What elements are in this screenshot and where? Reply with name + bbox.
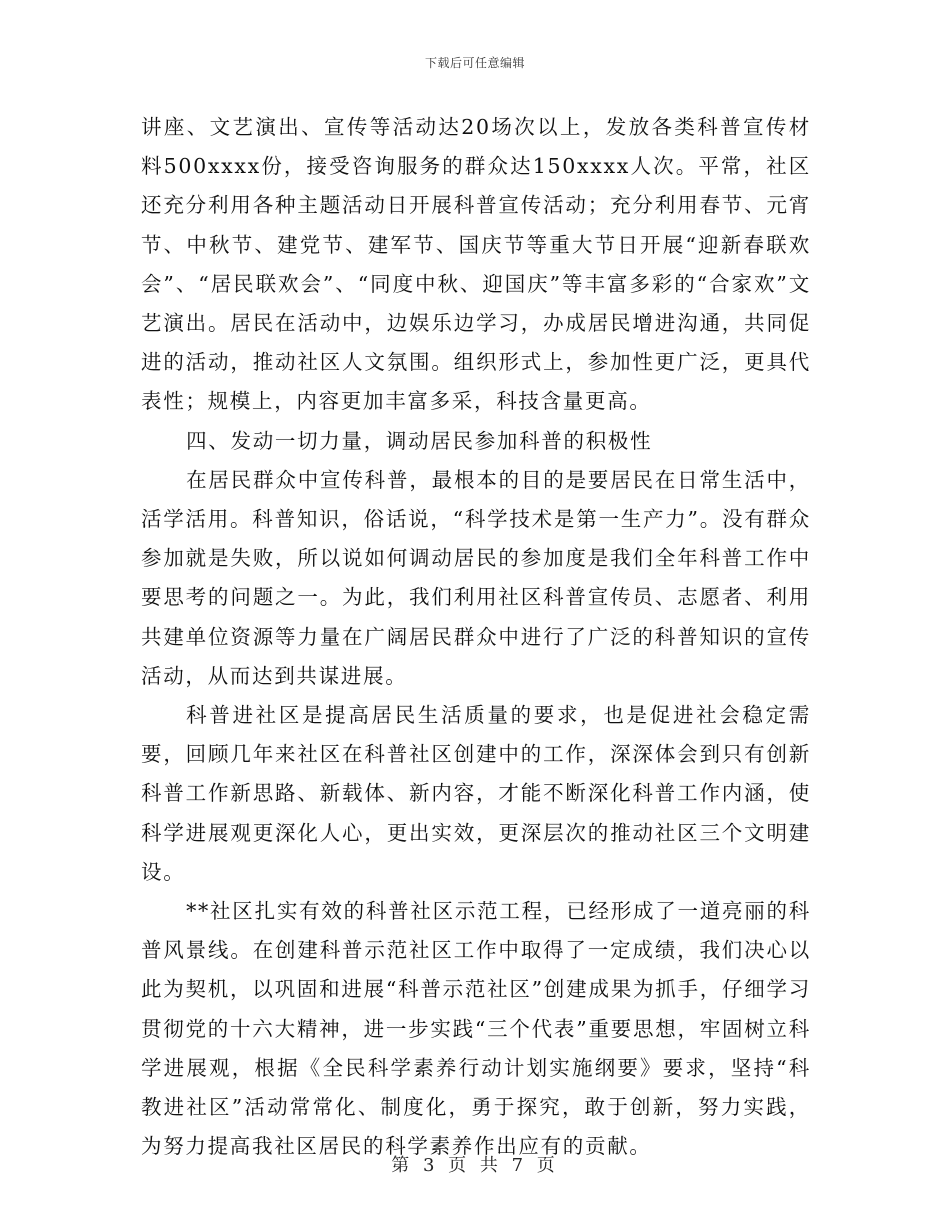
document-body bbox=[141, 108, 811, 1166]
paragraph-conclusion: **社区扎实有效的科普社区示范工程，已经形成了一道亮丽的科普风景线。在创建科普示范社区工作中取得了一定成绩，我们决心以此为契机，以巩固和进展“科普示范社区”创建成果为抓手，仔细学习贯彻党的十六大精神，进一步实践“三个代表”重要思想，牢固树立科学进展观，根据《全民科学素养行动计划实施纲要》要求，坚持“科教进社区”活动常常化、制度化，勇于探究，敢于创新，努力实践，为努力提高我社区居民的科学素养作出应有的贡献。 bbox=[141, 899, 811, 1159]
paragraph-summary: 科普进社区是提高居民生活质量的要求，也是促进社会稳定需要，回顾几年来社区在科普社区创建中的工作，深深体会到只有创新科普工作新思路、新载体、新内容，才能不断深化科普工作内涵，使科学进展观更深化人心，更出实效，更深层次的推动社区三个文明建设。 bbox=[141, 703, 811, 884]
paragraph-publicity: 在居民群众中宣传科普，最根本的目的是要居民在日常生活中，活学活用。科普知识，俗话说，“科学技术是第一生产力”。没有群众参加就是失败，所以说如何调动居民的参加度是我们全年科普工作中要思考的问题之一。为此，我们利用社区科普宣传员、志愿者、利用共建单位资源等力量在广阔居民群众中进行了广泛的科普知识的宣传活动，从而达到共谋进展。 bbox=[141, 467, 811, 688]
page-number: 第 3 页 共 7 页 bbox=[391, 1155, 559, 1176]
paragraph-continuation: 讲座、文艺演出、宣传等活动达20场次以上，发放各类科普宣传材料500xxxx份，接受咨询服务的群众达150xxxx人次。平常，社区还充分利用各种主题活动日开展科普宣传活动；充分利用春节、元宵节、中秋节、建党节、建军节、国庆节等重大节日开展“迎新春联欢会”、“居民联欢会”、“同度中秋、迎国庆”等丰富多彩的“合家欢”文艺演出。居民在活动中，边娱乐边学习，办成居民增进沟通，共同促进的活动，推动社区人文氛围。组织形式上，参加性更广泛，更具代表性；规模上，内容更加丰富多采，科技含量更高。 bbox=[141, 115, 811, 414]
page-header-note: 下载后可任意编辑 bbox=[424, 56, 525, 70]
section-heading: 四、发动一切力量，调动居民参加科普的积极性 bbox=[186, 428, 653, 453]
